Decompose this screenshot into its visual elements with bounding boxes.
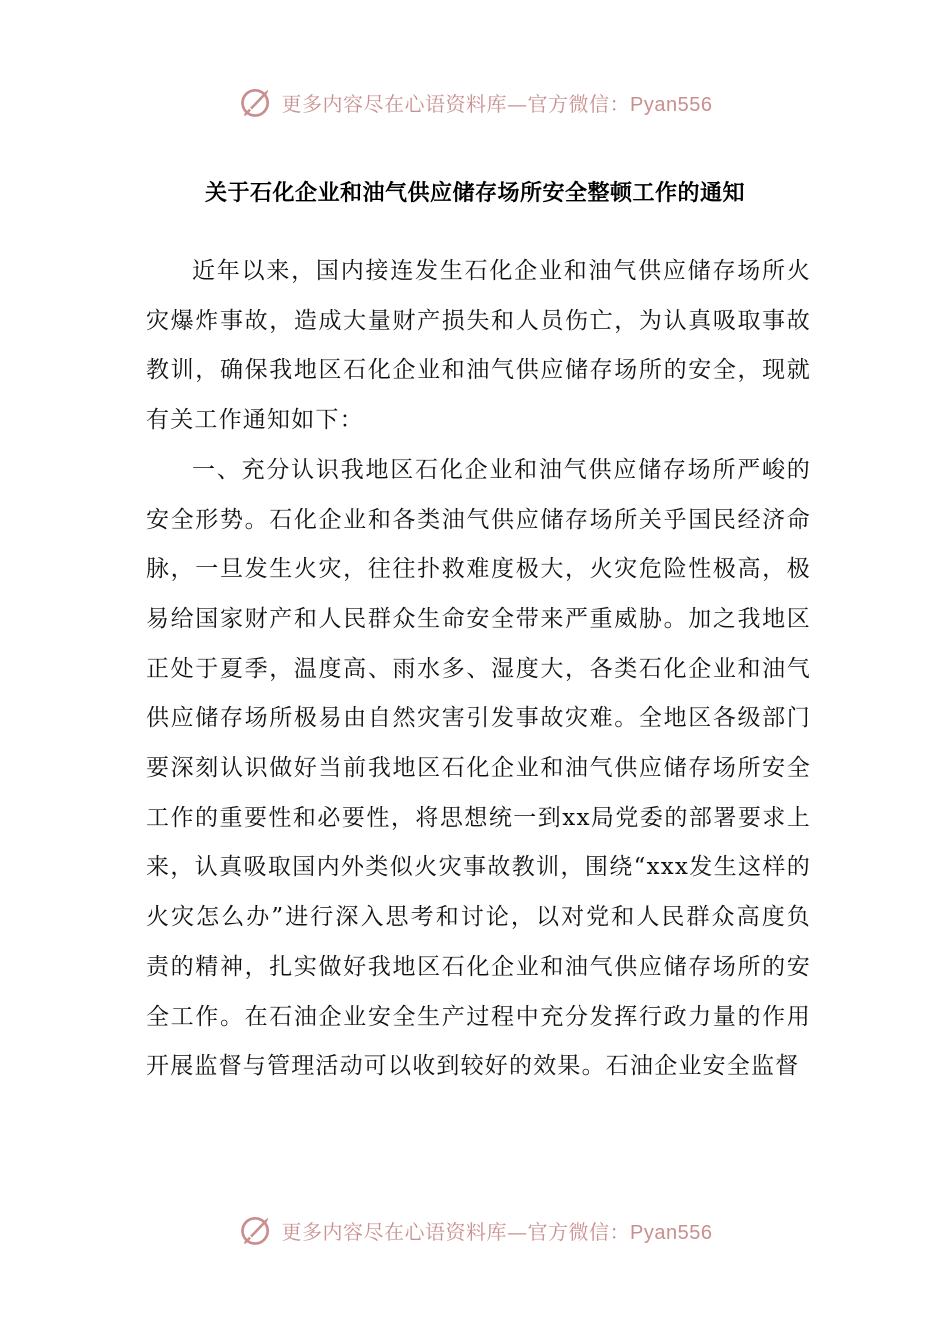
banner-wechat-id: Pyan556 xyxy=(630,1221,713,1244)
banner-text xyxy=(282,1216,713,1245)
banner-wechat-id: Pyan556 xyxy=(630,93,713,116)
quill-pen-logo-icon xyxy=(238,84,274,120)
banner-slogan: 更多内容尽在心语资料库—官方微信： xyxy=(281,1219,631,1244)
document-body xyxy=(146,247,811,1092)
paragraph-intro: 近年以来，国内接连发生石化企业和油气供应储存场所火灾爆炸事故，造成大量财产损失和人员伤亡，为认真吸取事故教训，确保我地区石化企业和油气供应储存场所的安全，现就有关工作通知如下： xyxy=(146,258,811,434)
banner-text xyxy=(282,88,713,117)
footer-banner xyxy=(0,1208,950,1252)
paragraph-section-one: 一、充分认识我地区石化企业和油气供应储存场所严峻的安全形势。石化企业和各类油气供应储存场所关乎国民经济命脉，一旦发生火灾，往往扑救难度极大，火灾危险性极高，极易给国家财产和人民群众生命安全带来严重威胁。加之我地区正处于夏季，温度高、雨水多、湿度大，各类石化企业和油气供应储存场所极易由自然灾害引发事故灾难。全地区各级部门要深刻认识做好当前我地区石化企业和油气供应储存场所安全工作的重要性和必要性，将思想统一到xx局党委的部署要求上来，认真吸取国内外类似火灾事故教训，围绕“xxx发生这样的火灾怎么办”进行深入思考和讨论，以对党和人民群众高度负责的精神，扎实做好我地区石化企业和油气供应储存场所的安全工作。在石油企业安全生产过程中充分发挥行政力量的作用开展监督与管理活动可以收到较好的效果。石油企业安全监督 xyxy=(146,456,811,1080)
header-banner xyxy=(0,80,950,124)
banner-slogan: 更多内容尽在心语资料库—官方微信： xyxy=(281,91,631,116)
quill-pen-logo-icon xyxy=(238,1212,274,1248)
document-title: 关于石化企业和油气供应储存场所安全整顿工作的通知 xyxy=(204,181,745,206)
